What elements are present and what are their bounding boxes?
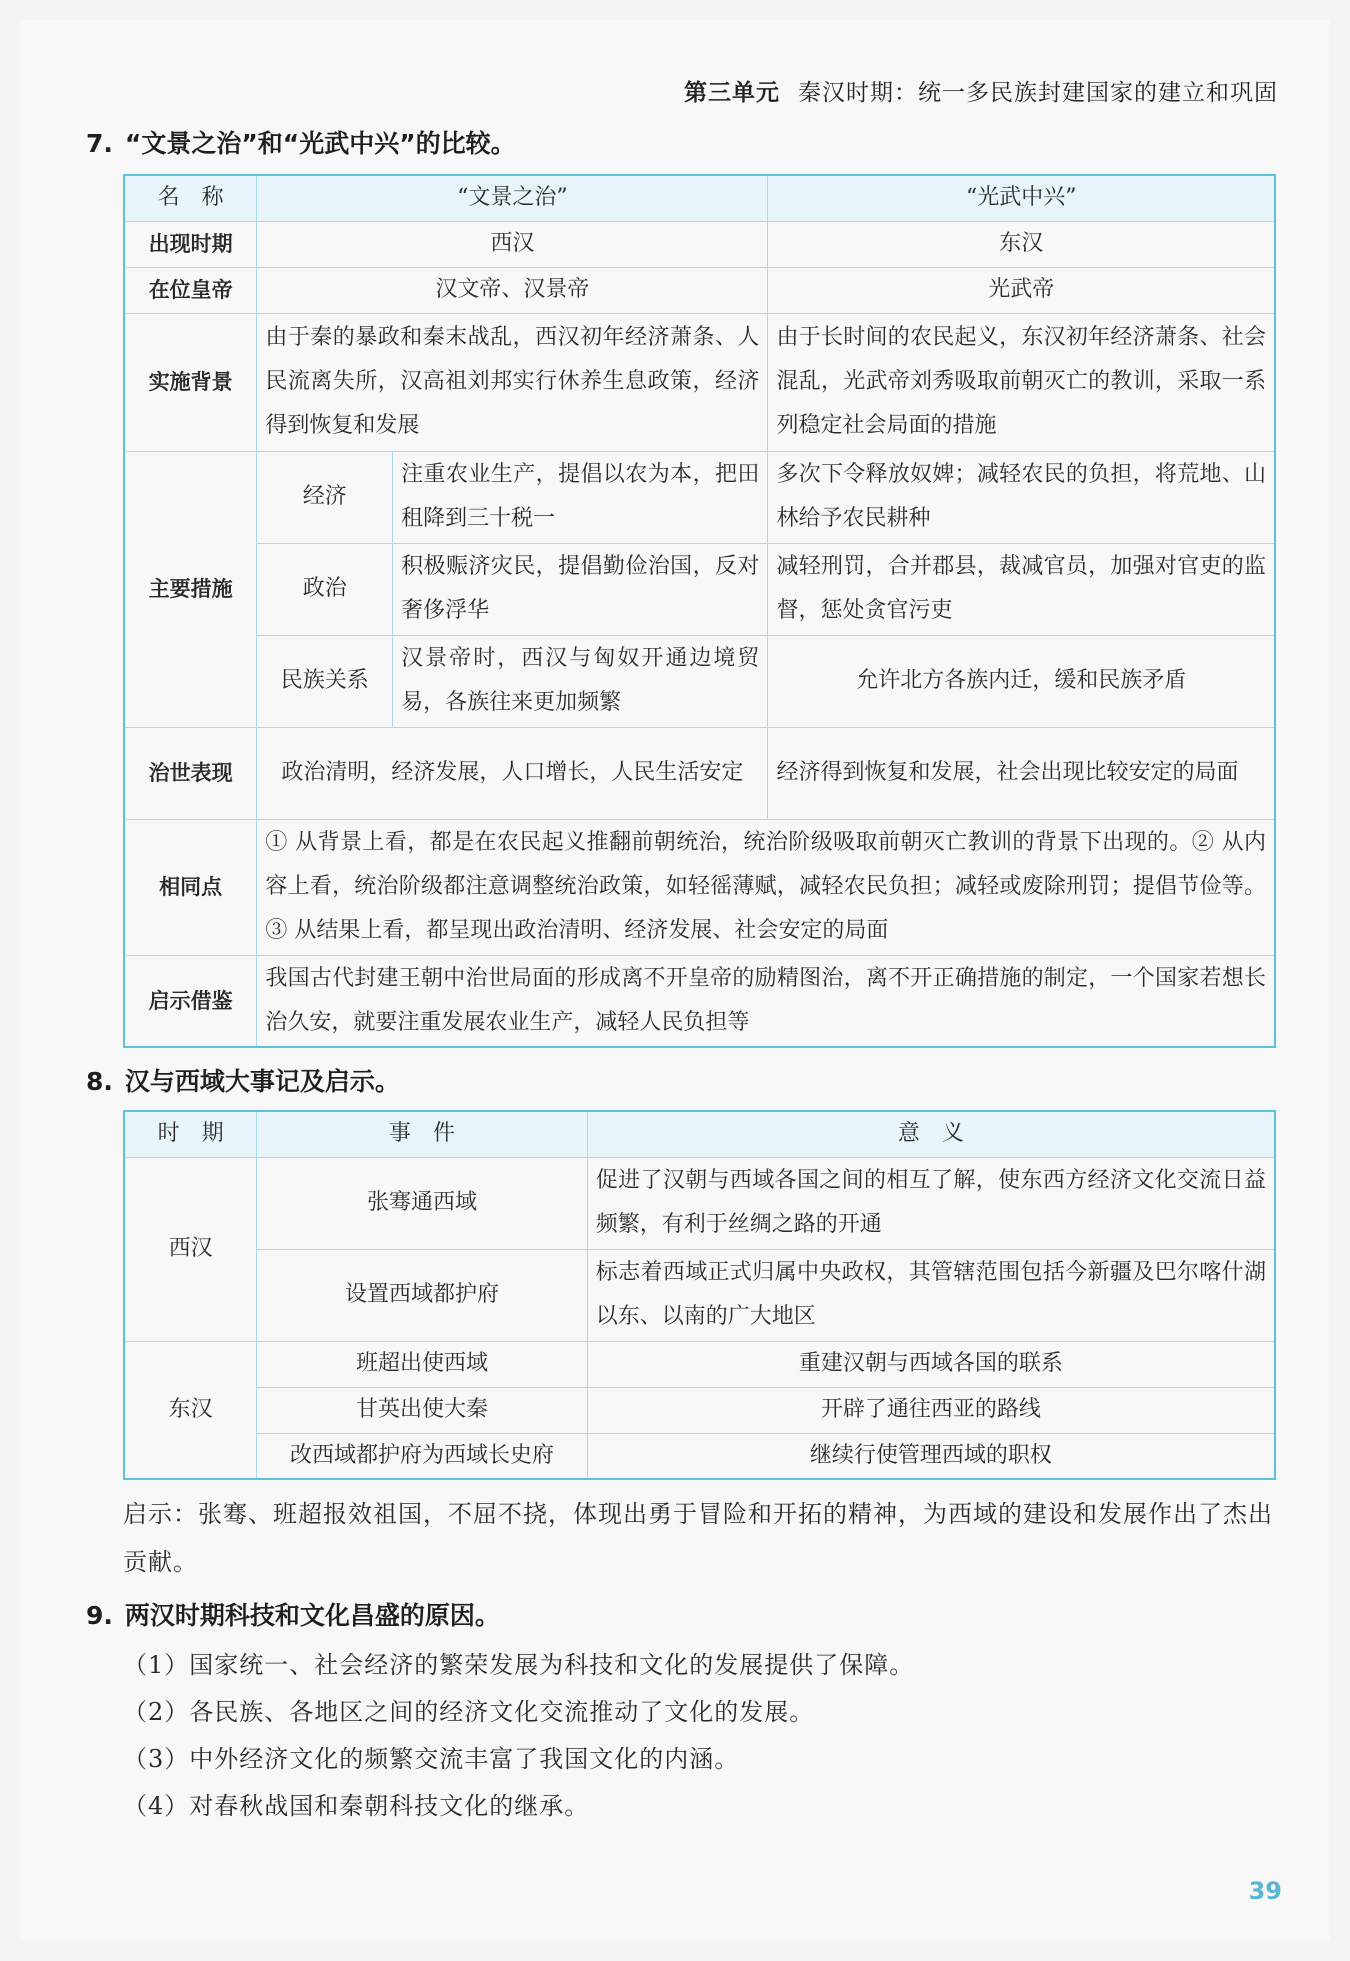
row-label-lesson: 启示借鉴 bbox=[124, 955, 257, 1047]
section-heading: 汉与西域大事记及启示。 bbox=[124, 1067, 400, 1096]
cell-performance-b: 经济得到恢复和发展，社会出现比较安定的局面 bbox=[768, 727, 1275, 819]
meaning-cell: 标志着西域正式归属中央政权，其管辖范围包括今新疆及巴尔喀什湖以东、以南的广大地区 bbox=[587, 1249, 1275, 1341]
meaning-cell: 开辟了通往西亚的路线 bbox=[587, 1387, 1275, 1433]
header-period: 时 期 bbox=[124, 1111, 257, 1157]
section-number: 8. bbox=[86, 1067, 113, 1096]
event-cell: 张骞通西域 bbox=[257, 1157, 587, 1249]
comparison-table bbox=[123, 174, 1276, 1048]
header-wenjing: “文景之治” bbox=[257, 175, 768, 221]
section-9-title bbox=[86, 1596, 500, 1632]
cell-background-a: 由于秦的暴政和秦末战乱，西汉初年经济萧条、人民流离失所，汉高祖刘邦实行休养生息政策，经济得到恢复和发展 bbox=[257, 313, 768, 451]
cell-economy-b: 多次下令释放奴婢；减轻农民的负担，将荒地、山林给予农民耕种 bbox=[768, 451, 1275, 543]
cell-performance-a: 政治清明，经济发展，人口增长，人民生活安定 bbox=[257, 727, 768, 819]
section-7-title bbox=[86, 124, 516, 160]
page-number: 39 bbox=[1248, 1877, 1282, 1905]
header-guangwu: “光武中兴” bbox=[768, 175, 1275, 221]
row-label-emperor: 在位皇帝 bbox=[124, 267, 257, 313]
header-meaning: 意 义 bbox=[587, 1111, 1275, 1157]
cell-period-b: 东汉 bbox=[768, 221, 1275, 267]
cell-politics-a: 积极赈济灾民，提倡勤俭治国，反对奢侈浮华 bbox=[393, 543, 768, 635]
western-regions-table bbox=[123, 1110, 1276, 1480]
meaning-cell: 继续行使管理西域的职权 bbox=[587, 1433, 1275, 1479]
inspiration-text: 启示：张骞、班超报效祖国，不屈不挠，体现出勇于冒险和开拓的精神，为西域的建设和发展作出了杰出贡献。 bbox=[123, 1500, 1273, 1576]
unit-label: 第三单元 bbox=[684, 80, 780, 106]
sub-label-politics: 政治 bbox=[257, 543, 393, 635]
row-label-period: 出现时期 bbox=[124, 221, 257, 267]
meaning-cell: 重建汉朝与西域各国的联系 bbox=[587, 1341, 1275, 1387]
reason-item: （2）各民族、各地区之间的经济文化交流推动了文化的发展。 bbox=[123, 1698, 815, 1726]
cell-politics-b: 减轻刑罚，合并郡县，裁减官员，加强对官吏的监督，惩处贪官污吏 bbox=[768, 543, 1275, 635]
sub-label-ethnic: 民族关系 bbox=[257, 635, 393, 727]
cell-similarity: ① 从背景上看，都是在农民起义推翻前朝统治，统治阶级吸取前朝灭亡教训的背景下出现的。② 从内容上看，统治阶级都注意调整统治政策，如轻徭薄赋，减轻农民负担；减轻或废除刑罚；提倡节俭等。③ 从结果上看，都呈现出政治清明、经济发展、社会安定的局面 bbox=[257, 819, 1275, 955]
meaning-cell: 促进了汉朝与西域各国之间的相互了解，使东西方经济文化交流日益频繁，有利于丝绸之路的开通 bbox=[587, 1157, 1275, 1249]
row-label-performance: 治世表现 bbox=[124, 727, 257, 819]
running-header bbox=[684, 74, 1278, 107]
event-cell: 甘英出使大秦 bbox=[257, 1387, 587, 1433]
section-number: 7. bbox=[86, 129, 113, 158]
section-heading: “文景之治”和“光武中兴”的比较。 bbox=[124, 129, 516, 158]
cell-background-b: 由于长时间的农民起义，东汉初年经济萧条、社会混乱，光武帝刘秀吸取前朝灭亡的教训，采取一系列稳定社会局面的措施 bbox=[768, 313, 1275, 451]
event-cell: 改西域都护府为西域长史府 bbox=[257, 1433, 587, 1479]
period-donghan: 东汉 bbox=[124, 1341, 257, 1479]
reason-item: （3）中外经济文化的频繁交流丰富了我国文化的内涵。 bbox=[123, 1745, 740, 1773]
cell-emperor-a: 汉文帝、汉景帝 bbox=[257, 267, 768, 313]
header-event: 事 件 bbox=[257, 1111, 587, 1157]
reason-item: （1）国家统一、社会经济的繁荣发展为科技和文化的发展提供了保障。 bbox=[123, 1651, 915, 1679]
cell-emperor-b: 光武帝 bbox=[768, 267, 1275, 313]
row-label-background: 实施背景 bbox=[124, 313, 257, 451]
unit-title: 秦汉时期：统一多民族封建国家的建立和巩固 bbox=[798, 80, 1278, 106]
row-label-measures: 主要措施 bbox=[124, 451, 257, 727]
period-xihan: 西汉 bbox=[124, 1157, 257, 1341]
reason-item: （4）对春秋战国和秦朝科技文化的继承。 bbox=[123, 1792, 590, 1820]
cell-ethnic-b: 允许北方各族内迁，缓和民族矛盾 bbox=[768, 635, 1275, 727]
cell-lesson: 我国古代封建王朝中治世局面的形成离不开皇帝的励精图治，离不开正确措施的制定，一个国家若想长治久安，就要注重发展农业生产，减轻人民负担等 bbox=[257, 955, 1275, 1047]
section-number: 9. bbox=[86, 1601, 113, 1630]
event-cell: 设置西域都护府 bbox=[257, 1249, 587, 1341]
cell-economy-a: 注重农业生产，提倡以农为本，把田租降到三十税一 bbox=[393, 451, 768, 543]
section-8-title bbox=[86, 1062, 400, 1098]
event-cell: 班超出使西域 bbox=[257, 1341, 587, 1387]
header-name: 名 称 bbox=[124, 175, 257, 221]
sub-label-economy: 经济 bbox=[257, 451, 393, 543]
cell-period-a: 西汉 bbox=[257, 221, 768, 267]
section-heading: 两汉时期科技和文化昌盛的原因。 bbox=[124, 1601, 500, 1630]
cell-ethnic-a: 汉景帝时，西汉与匈奴开通边境贸易，各族往来更加频繁 bbox=[393, 635, 768, 727]
row-label-similarity: 相同点 bbox=[124, 819, 257, 955]
